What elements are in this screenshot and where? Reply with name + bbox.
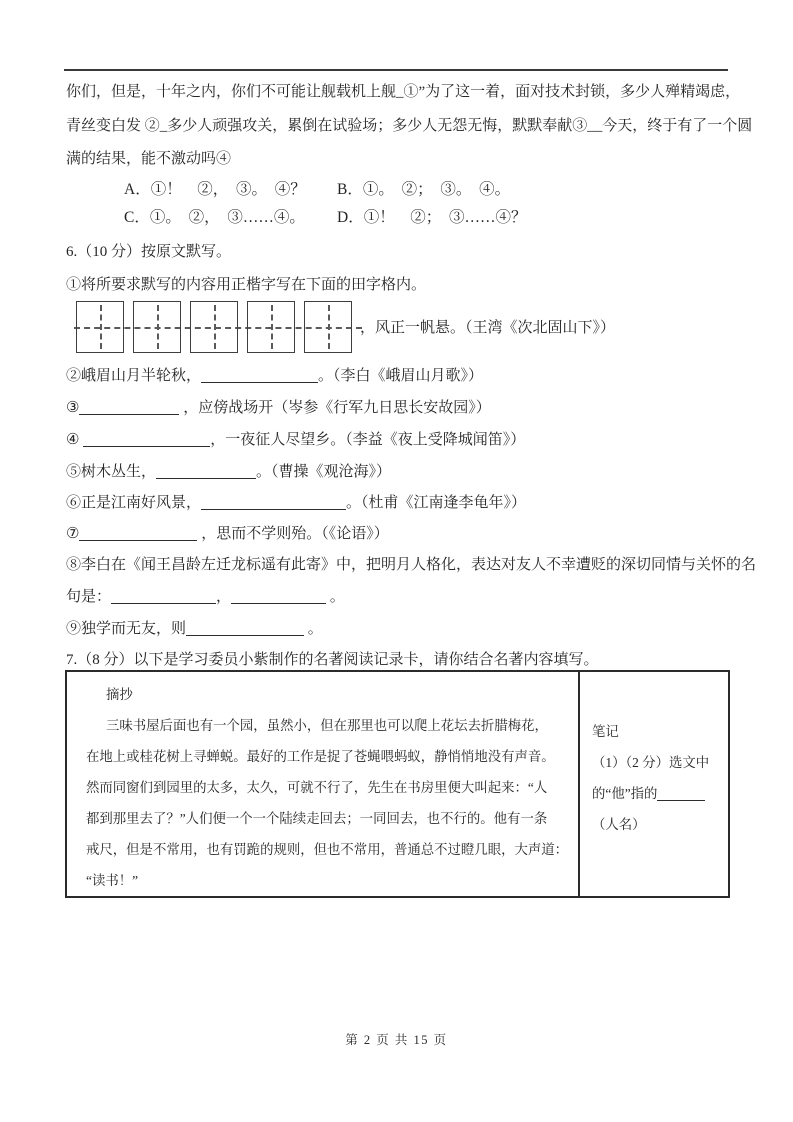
option-a: A．①！ ②， ③。 ④？	[124, 181, 306, 198]
dictation-item-9	[66, 614, 766, 645]
item-text: ⑥正是江南好风景，	[66, 495, 202, 511]
blank-underline	[83, 432, 210, 447]
tianzige-box	[247, 301, 295, 353]
passage-line: 满的结果，能不激动吗④	[66, 151, 232, 167]
dictation-item-5	[66, 457, 766, 488]
item-text: ⑤树木丛生，	[66, 464, 157, 480]
item-text: ②峨眉山月半轮秋，	[66, 368, 202, 384]
dictation-item-2	[66, 361, 766, 392]
item-text: 。（曹操《观沧海》）	[256, 464, 392, 480]
excerpt-line: 三味书屋后面也有一个园，虽然小，但在那里也可以爬上花坛去折腊梅花，	[106, 718, 548, 733]
item-text: ，	[216, 589, 232, 605]
option-b: B．①。 ②； ③。 ④。	[337, 181, 511, 198]
item-text: ⑨独学而无友，则	[66, 621, 187, 637]
dictation-item-8-line1: ⑧李白在《闻王昌龄左迁龙标遥有此寄》中，把明月人格化，表达对友人不幸遭贬的深切同情与关怀的名	[66, 557, 757, 573]
blank-underline	[201, 368, 318, 383]
blank-underline	[201, 495, 346, 510]
item-text: 句是：	[66, 589, 112, 605]
item-text: ，应傍战场开（岑参《行军九日思长安故园》）	[179, 400, 491, 416]
dictation-item-7	[66, 519, 766, 550]
blank-underline	[657, 786, 705, 801]
dictation-item-8-line2	[66, 582, 766, 613]
question-6-title: 6.（10 分）按原文默写。	[66, 244, 232, 260]
excerpt-line: “读书！”	[86, 873, 139, 888]
excerpt-label: 摘抄	[106, 687, 133, 702]
excerpt-line: 然而同窗们到园里的太多，太久，可就不行了，先生在书房里便大叫起来：“人	[86, 780, 548, 795]
item-text: 。（杜甫《江南逢李龟年》）	[346, 495, 527, 511]
tianzige-box	[133, 301, 181, 353]
note-name-hint: （人名）	[592, 817, 646, 832]
question-7-title: 7.（8 分）以下是学习委员小紫制作的名著阅读记录卡，请你结合名著内容填写。	[66, 652, 599, 668]
notes-cell	[578, 672, 728, 896]
item-text: ④	[66, 432, 84, 448]
note-question-line2	[592, 778, 724, 809]
tianzige-box	[76, 301, 124, 353]
header-rule	[64, 69, 728, 71]
item-text: 。	[326, 589, 345, 605]
item-text: ③	[66, 400, 80, 416]
option-row-1	[124, 176, 724, 204]
blank-underline	[156, 464, 256, 479]
notes-label: 笔记	[592, 724, 619, 739]
item-text: 的“他”指的	[592, 786, 658, 801]
blank-underline	[79, 400, 179, 415]
blank-underline	[186, 621, 304, 636]
intro-passage	[66, 76, 753, 177]
excerpt-line: 在地上或桂花树上寻蝉蜕。最好的工作是捉了苍蝇喂蚂蚁，静悄悄地没有声音。	[86, 749, 555, 764]
blank-underline	[231, 589, 326, 604]
dictation-item-6	[66, 488, 766, 519]
blank-underline	[79, 526, 197, 541]
item-text: 。（李白《峨眉山月歌》）	[318, 368, 484, 384]
option-c: C．①。 ②， ③……④。	[124, 209, 305, 226]
option-d: D．①！ ②； ③……④？	[337, 209, 527, 226]
excerpt-cell	[67, 672, 578, 896]
grid-suffix-text: ，风正一帆悬。（王湾《次北固山下》）	[360, 320, 616, 336]
dictation-item-4	[66, 425, 766, 456]
note-question-line1: （1）（2 分）选文中	[592, 755, 710, 770]
option-row-2	[124, 204, 724, 232]
item-text: ，思而不学则殆。（《论语》）	[197, 526, 389, 542]
passage-line: 你们，但是，十年之内，你们不可能让舰载机上舰_①”为了这一着，面对技术封锁，多少人殚精竭虑，	[66, 84, 741, 100]
item-text: ，一夜征人尽望乡。（李益《夜上受降城闻笛》）	[210, 432, 526, 448]
question-6-sub-instruction: ①将所要求默写的内容用正楷字写在下面的田字格内。	[66, 277, 427, 293]
tianzige-grid	[76, 301, 352, 353]
tianzige-box	[190, 301, 238, 353]
excerpt-line: 戒尺，但是不常用，也有罚跪的规则，但也不常用，普通总不过瞪几眼，大声道：	[86, 842, 569, 857]
item-text: ⑦	[66, 526, 80, 542]
passage-line: 青丝变白发 ②_多少人顽强攻关，累倒在试验场；多少人无怨无悔，默默奉献③__今天，终于有了一个圆	[66, 117, 753, 134]
tianzige-box	[304, 301, 352, 353]
dictation-item-3	[66, 393, 766, 424]
blank-underline	[111, 589, 216, 604]
page-footer: 第 2 页 共 15 页	[345, 1033, 448, 1047]
item-text: 。	[304, 621, 323, 637]
reading-card-table	[65, 670, 730, 898]
excerpt-line: 都到那里去了？”人们便一个一个陆续走回去；一同回去，也不行的。他有一条	[86, 811, 548, 826]
tianzige-grid-row	[76, 300, 615, 353]
